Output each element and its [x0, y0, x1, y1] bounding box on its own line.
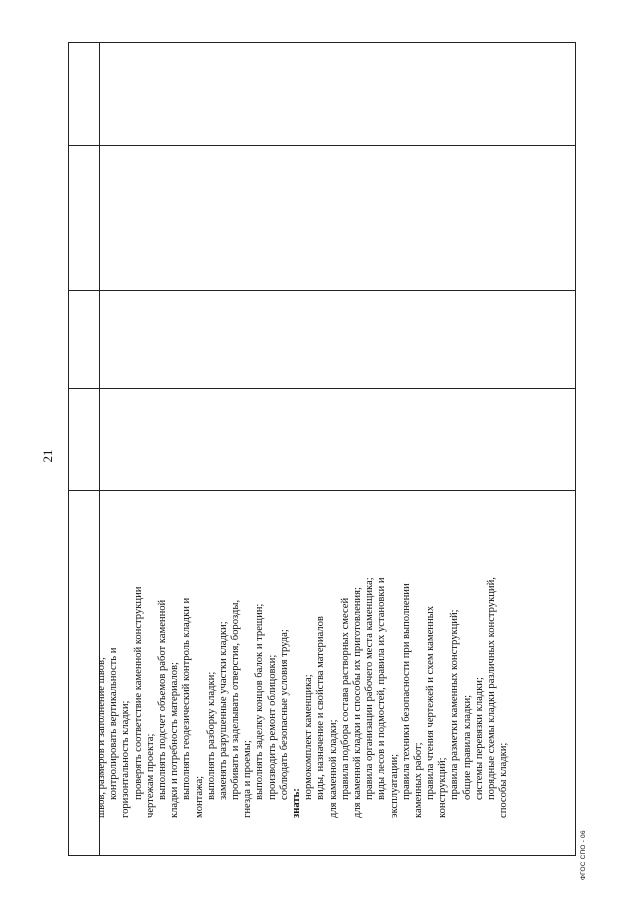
text-line: порядные схемы кладки различных конструкций,: [486, 577, 497, 800]
text-line: пробивать и заделывать отверстия, борозды,: [230, 599, 242, 800]
section-heading: знать:: [291, 788, 302, 818]
row-divider-3: [69, 388, 575, 389]
text-line: выполнять геодезический контроль кладки и: [181, 597, 193, 800]
text-line: производить ремонт облицовки;: [266, 654, 278, 800]
text-line: контролировать вертикальность и: [108, 647, 120, 800]
text-line: виды лесов и подмостей, правила их установки и: [376, 577, 388, 800]
text-line: гнезда и проемы;: [242, 740, 254, 818]
footer-code: ФГОС СПО - 06: [580, 830, 587, 880]
text-line: швов, размеров и заполнение швов;: [96, 657, 107, 818]
text-line: выполнять подсчет объемов работ каменной: [156, 599, 168, 800]
text-line: каменных работ;: [412, 742, 424, 818]
row-divider-1: [69, 145, 575, 146]
text-line: способы кладки;: [498, 742, 510, 818]
text-line: общие правила кладки;: [461, 694, 473, 800]
text-line: конструкций;: [437, 757, 449, 818]
text-line: правила разметки каменных конструкций;: [449, 609, 461, 800]
text-line: горизонтальность кладки;: [120, 700, 132, 818]
text-line: эксплуатации;: [388, 753, 400, 818]
text-line: правила техники безопасности при выполнении: [400, 583, 412, 800]
text-line: соблюдать безопасные условия труда;: [278, 629, 290, 800]
row-divider-4: [69, 490, 575, 491]
text-line: правила чтения чертежей и схем каменных: [425, 605, 437, 800]
text-line: правила организации рабочего места каменщика;: [364, 577, 376, 800]
skills-knowledge-cell: [96, 496, 576, 818]
text-line: проверять соответствие каменной конструкции: [132, 586, 144, 800]
page-number: 21: [40, 449, 55, 463]
text-line: выполнять разборку кладки;: [205, 671, 217, 800]
text-line: кладки и потребность материалов;: [169, 661, 181, 818]
text-line: для каменной кладки;: [327, 719, 339, 818]
text-line: правила подбора состава растворных смесей: [339, 597, 351, 800]
text-line: нормокомплект каменщика;: [303, 674, 315, 800]
text-line: чертежам проекта;: [144, 733, 156, 818]
text-line: виды, назначение и свойства материалов: [315, 616, 327, 800]
text-line: системы перевязки кладки;: [473, 677, 485, 800]
text-line: монтажа;: [193, 775, 205, 818]
text-line: для каменной кладки и способы их приготовления;: [351, 587, 363, 818]
row-divider-2: [69, 290, 575, 291]
text-line: заменять разрушенные участки кладки;: [217, 621, 229, 800]
text-line: выполнять заделку концов балок и трещин;: [254, 603, 266, 800]
